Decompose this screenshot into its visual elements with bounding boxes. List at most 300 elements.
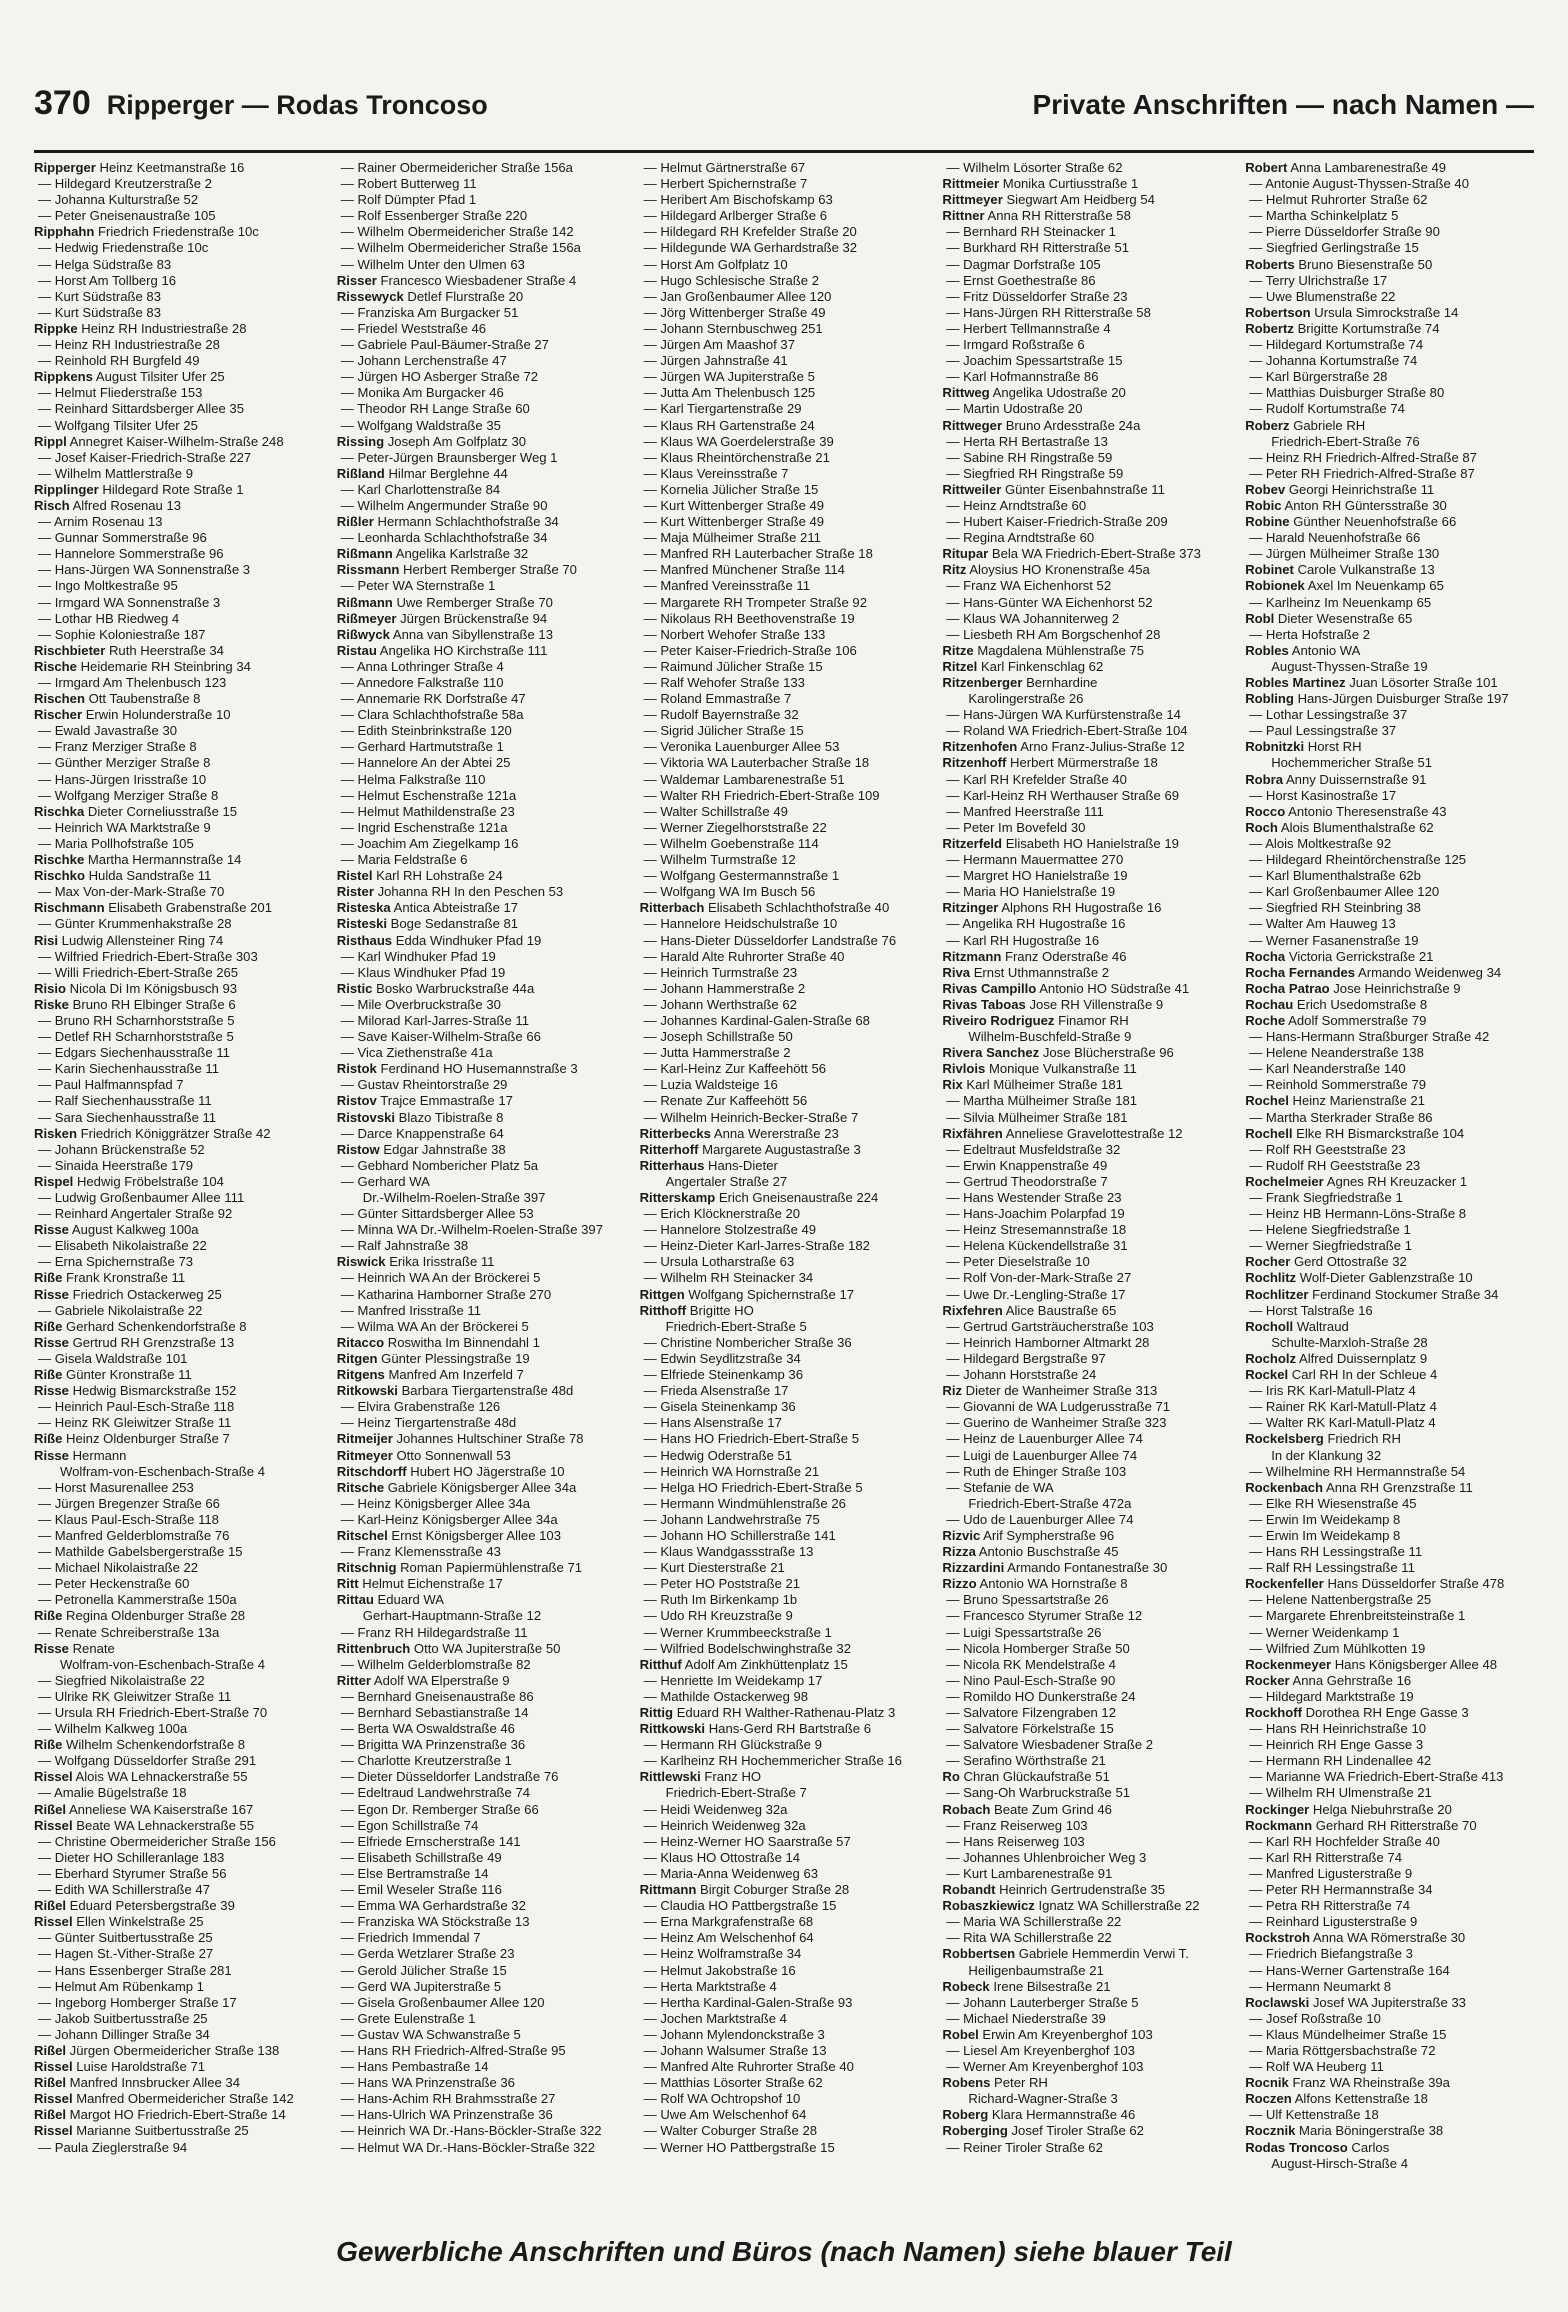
continuation-line [640,1174,929,1190]
entry-text: Werner HO Pattbergstraße 15 [660,2139,835,2155]
sub-entry [640,1512,929,1528]
entry-text: Ulrike RK Gleiwitzer Straße 11 [54,1688,232,1704]
sub-entry [337,2027,626,2043]
sub-entry [640,2107,929,2123]
sub-entry [34,1351,323,1367]
entry-text: Detlef Flurstraße 20 [407,288,524,304]
surname: Rochel [1245,1093,1289,1109]
entry-text: Anna van Sibyllenstraße 13 [392,626,553,642]
sub-entry [640,1093,929,1109]
surname: Risio [34,980,67,996]
surname: Rißmeyer [336,610,397,626]
entry-text: Friedrich-Ebert-Straße 5 [665,1318,807,1334]
surname: Risse [34,1334,69,1350]
continuation-line [1245,659,1534,675]
entry-text: Günter Eisenbahnstraße 11 [1004,481,1165,497]
entry-text: Carl RH In der Schleue 4 [1291,1367,1438,1383]
surname: Rittau [336,1592,374,1608]
surname: Rissel [34,2091,73,2107]
sub-entry [942,1673,1231,1689]
entry-text: Gunnar Sommerstraße 96 [54,530,207,546]
entry-text: Karl Neanderstraße 140 [1265,1061,1406,1077]
entry-text: Luise Haroldstraße 71 [76,2059,206,2075]
entry-text: Carole Vulkanstraße 13 [1297,562,1435,578]
entry-text: Wilhelm Lösorter Straße 62 [963,160,1123,175]
sub-entry [640,933,929,949]
surname-entry [1245,1351,1534,1367]
sub-entry [34,595,323,611]
entry-text: Kurt Wittenberger Straße 49 [660,514,825,530]
entry-text: Roland WA Friedrich-Ebert-Straße 104 [963,723,1188,739]
surname: Ristok [336,1061,377,1077]
sub-entry [640,1383,929,1399]
sub-entry [1245,546,1534,562]
sub-entry [942,160,1231,176]
sub-entry [34,353,323,369]
entry-text: Trajce Emmastraße 17 [380,1093,513,1109]
surname: Rissel [34,1817,73,1833]
surname: Rixfähren [942,1125,1003,1141]
sub-entry [1245,1721,1534,1737]
sub-entry [34,1303,323,1319]
surname-entry [1245,2140,1534,2156]
surname: Riße [34,1367,63,1383]
entry-text: Elisabeth Grabenstraße 201 [108,900,272,916]
entry-text: Petra RH Ritterstraße 74 [1265,1898,1410,1914]
entry-text: Hans RH Friedrich-Alfred-Straße 95 [357,2042,566,2058]
entry-text: Karl Mülheimer Straße 181 [966,1077,1123,1093]
surname: Rißler [336,514,374,530]
entry-text: Jan Großenbaumer Allee 120 [660,288,832,304]
sub-entry [337,530,626,546]
sub-entry [337,1512,626,1528]
surname-entry [34,1335,323,1351]
entry-text: Siegfried Nikolaistraße 22 [54,1672,205,1688]
entry-text: Karl RH Hugostraße 16 [963,932,1100,948]
entry-text: Hannelore Stolzestraße 49 [660,1222,817,1238]
entry-text: Raimund Jülicher Straße 15 [660,658,823,674]
sub-entry [1245,1946,1534,1962]
entry-text: Peter Heckenstraße 60 [54,1576,190,1592]
sub-entry [640,997,929,1013]
section-title: Private Anschriften — nach Namen — [1032,89,1534,120]
entry-text: Ludwig Großenbaumer Allee 111 [54,1190,245,1205]
entry-text: Rita WA Schillerstraße 22 [963,1930,1112,1946]
surname: Robling [1245,691,1294,707]
surname-entry [1245,514,1534,530]
entry-text: Hans-Dieter [708,1157,778,1173]
entry-text: Wolfram-von-Eschenbach-Straße 4 [60,1463,265,1479]
surname: Rittmann [639,1882,697,1898]
sub-entry [337,1496,626,1512]
column-3 [640,160,929,2200]
surname-entry [942,643,1231,659]
entry-text: Matthias Duisburger Straße 80 [1265,385,1445,401]
surname: Roberts [1245,256,1295,272]
entry-text: Manfred Obermeidericher Straße 142 [76,2091,294,2107]
sub-entry [337,788,626,804]
entry-text: Maja Mülheimer Straße 211 [660,530,821,546]
sub-entry [942,723,1231,739]
entry-text: Horst RH [1307,739,1362,755]
sub-entry [1245,530,1534,546]
entry-text: Heinz Stresemannstraße 18 [963,1222,1127,1238]
entry-text: Heinrich Weidenweg 32a [660,1817,806,1833]
sub-entry [640,1222,929,1238]
surname-entry [942,659,1231,675]
entry-text: Hubert Kaiser-Friedrich-Straße 209 [963,514,1168,530]
sub-entry [337,1963,626,1979]
sub-entry [337,369,626,385]
entry-text: Johannes Hultschiner Straße 78 [396,1431,584,1447]
entry-text: Heinz HB Hermann-Löns-Straße 8 [1265,1206,1467,1222]
sub-entry [942,1270,1231,1286]
surname-entry [34,482,323,498]
entry-text: Dr.-Wilhelm-Roelen-Straße 397 [362,1190,546,1205]
entry-text: Hildegunde WA Gerhardstraße 32 [660,240,858,256]
surname-entry [34,707,323,723]
sub-entry [1245,1625,1534,1641]
sub-entry [640,981,929,997]
sub-entry [640,562,929,578]
entry-text: Heiligenbaumstraße 21 [968,1962,1104,1978]
entry-text: Helena Kückendellstraße 31 [963,1238,1128,1254]
entry-text: Johanna Kortumstraße 74 [1265,353,1418,369]
sub-entry [1245,1753,1534,1769]
sub-entry [1245,2107,1534,2123]
surname: Rocnik [1245,2075,1289,2091]
sub-entry [942,884,1231,900]
sub-entry [942,788,1231,804]
entry-text: Wilma WA An der Bröckerei 5 [357,1318,529,1334]
surname: Rodas Troncoso [1245,2139,1348,2155]
sub-entry [942,916,1231,932]
sub-entry [942,305,1231,321]
surname-entry [1245,611,1534,627]
entry-text: Wilhelmine RH Hermannstraße 54 [1265,1463,1466,1479]
sub-entry [640,321,929,337]
entry-text: Wilhelm Turmstraße 12 [660,852,796,868]
entry-text: Rolf Essenberger Straße 220 [357,208,528,224]
sub-entry [1245,224,1534,240]
surname-entry [640,1287,929,1303]
sub-entry [337,1077,626,1093]
entry-text: Hans Königsberger Allee 48 [1334,1656,1498,1672]
surname: Robl [1245,610,1275,626]
surname-entry [337,900,626,916]
surname: Rittenbruch [336,1640,411,1656]
surname-entry [942,1013,1231,1029]
surname-entry [942,900,1231,916]
entry-text: Ursula RH Friedrich-Ebert-Straße 70 [54,1705,268,1720]
entry-text: Hildegard Kreutzerstraße 2 [54,176,212,192]
surname: Risse [34,1640,69,1656]
sub-entry [640,1270,929,1286]
sub-entry [640,514,929,530]
entry-text: Darce Knappenstraße 64 [357,1125,504,1141]
surname: Rittig [639,1705,674,1720]
sub-entry [640,820,929,836]
surname-entry [942,482,1231,498]
entry-text: Detlef RH Scharnhorststraße 5 [54,1029,234,1045]
entry-text: Franz WA Rheinstraße 39a [1292,2075,1450,2091]
entry-text: Ingo Moltkestraße 95 [54,578,178,594]
entry-text: Sang-Oh Warbruckstraße 51 [963,1785,1131,1801]
entry-text: Ellen Winkelstraße 25 [76,1914,204,1930]
sub-entry [34,1930,323,1946]
entry-text: Heinz de Lauenburger Allee 74 [963,1431,1143,1447]
sub-entry [942,1480,1231,1496]
entry-text: Hans WA Prinzenstraße 36 [357,2075,515,2091]
entry-text: Maria Feldstraße 6 [357,852,468,868]
sub-entry [337,997,626,1013]
entry-text: Jürgen Mülheimer Straße 130 [1265,546,1440,562]
entry-text: Heinz-Werner HO Saarstraße 57 [660,1833,851,1849]
sub-entry [640,1576,929,1592]
entry-text: Hans-Achim RH Brahmsstraße 27 [357,2091,556,2107]
sub-entry [640,1850,929,1866]
sub-entry [34,1496,323,1512]
surname-entry [34,1319,323,1335]
sub-entry [1245,385,1534,401]
surname: Risse [34,1447,69,1463]
entry-text: Willi Friedrich-Ebert-Straße 265 [54,964,239,980]
sub-entry [942,1319,1231,1335]
surname: Rischer [34,707,83,723]
surname-entry [1245,1126,1534,1142]
entry-text: Heinrich WA Dr.-Hans-Böckler-Straße 322 [357,2123,602,2139]
sub-entry [640,643,929,659]
entry-text: Ernst Uthmannstraße 2 [973,964,1110,980]
sub-entry [942,369,1231,385]
sub-entry [337,1866,626,1882]
surname-entry [1245,562,1534,578]
entry-text: Edith Steinbrinkstraße 120 [357,723,512,739]
sub-entry [640,1367,929,1383]
entry-text: Salvatore Förkelstraße 15 [963,1721,1114,1737]
surname: Rischen [34,691,85,707]
surname: Ritmeijer [336,1431,393,1447]
sub-entry [640,1592,929,1608]
entry-text: Helmut Jakobstraße 16 [660,1962,796,1978]
surname: Riske [34,996,69,1012]
sub-entry [640,353,929,369]
surname-entry [1245,1367,1534,1383]
sub-entry [1245,1110,1534,1126]
entry-text: Bernhard RH Steinacker 1 [963,224,1116,240]
continuation-line [337,1608,626,1624]
sub-entry [640,546,929,562]
entry-text: Wolfgang Tilsiter Ufer 25 [54,417,198,433]
surname: Rißel [34,1898,67,1914]
surname-entry [1245,1013,1534,1029]
entry-text: Karl Blumenthalstraße 62b [1265,868,1421,884]
sub-entry [337,1029,626,1045]
surname-entry [942,2075,1231,2091]
surname: Rissing [336,433,385,449]
continuation-line [942,691,1231,707]
entry-text: Heinz Wolframstraße 34 [660,1946,802,1962]
sub-entry [640,450,929,466]
sub-entry [942,933,1231,949]
entry-text: Franz Klemensstraße 43 [357,1544,501,1560]
surname-entry [640,1882,929,1898]
surname: Risse [34,1286,69,1302]
surname: Rockhoff [1245,1705,1302,1720]
sub-entry [337,965,626,981]
surname: Rittweger [942,417,1003,433]
sub-entry [942,1608,1231,1624]
sub-entry [337,2043,626,2059]
entry-text: Anna Lambarenestraße 49 [1290,160,1447,175]
sub-entry [337,1544,626,1560]
entry-text: Luigi de Lauenburger Allee 74 [963,1447,1138,1463]
sub-entry [337,208,626,224]
sub-entry [1245,1222,1534,1238]
sub-entry [1245,1834,1534,1850]
sub-entry [640,530,929,546]
surname: Rissel [34,2123,73,2139]
entry-text: Anna WA Römerstraße 30 [1312,1930,1466,1946]
surname: Riße [34,1318,63,1334]
entry-text: Hans Düsseldorfer Straße 478 [1327,1576,1505,1592]
sub-entry [942,498,1231,514]
entry-text: Kurt Südstraße 83 [54,288,161,304]
sub-entry [34,1142,323,1158]
surname-entry [942,1077,1231,1093]
sub-entry [1245,1914,1534,1930]
surname-entry [640,1303,929,1319]
entry-text: Gerd Ottostraße 32 [1293,1254,1407,1270]
entry-text: Sara Siechenhausstraße 11 [54,1109,217,1125]
entry-text: Reinhard Sittardsberger Allee 35 [54,401,244,417]
sub-entry [942,1641,1231,1657]
continuation-line [942,2091,1231,2107]
sub-entry [337,2140,626,2156]
surname-entry [34,1448,323,1464]
entry-text: Siegfried RH Ringstraße 59 [963,465,1124,481]
sub-entry [34,530,323,546]
entry-text: Annegret Kaiser-Wilhelm-Straße 248 [69,433,284,449]
surname-entry [337,643,626,659]
surname: Ritzenhofen [942,739,1018,755]
surname-entry [1245,691,1534,707]
entry-text: Antica Abteistraße 17 [393,900,519,916]
sub-entry [34,949,323,965]
surname: Rittkowski [639,1721,706,1737]
surname: Ripperger [34,160,96,175]
continuation-line [337,1190,626,1206]
entry-text: Peter WA Sternstraße 1 [357,578,496,594]
surname-entry [942,546,1231,562]
surname-entry [34,2043,323,2059]
entry-text: Alfred Duissernplatz 9 [1299,1350,1428,1366]
entry-text: Johann Brückenstraße 52 [54,1141,205,1157]
sub-entry [1245,1785,1534,1801]
entry-text: Günter Kronstraße 11 [66,1367,192,1383]
entry-text: Rolf RH Geeststraße 23 [1265,1141,1406,1157]
sub-entry [640,1737,929,1753]
sub-entry [942,2011,1231,2027]
entry-text: Salvatore Filzengraben 12 [963,1705,1116,1720]
sub-entry [942,466,1231,482]
surname-entry [337,546,626,562]
surname-entry [640,1158,929,1174]
surname: Rißel [34,2075,67,2091]
entry-text: Wilhelm Obermeidericher Straße 142 [357,224,574,240]
entry-text: Helmut Eschenstraße 121a [357,787,517,803]
surname-entry [34,1802,323,1818]
entry-text: Martha Mülheimer Straße 181 [963,1093,1138,1109]
sub-entry [34,820,323,836]
surname-entry [942,1126,1231,1142]
sub-entry [34,755,323,771]
sub-entry [640,772,929,788]
entry-text: Peter Dieselstraße 10 [963,1254,1090,1270]
entry-text: Margot HO Friedrich-Ebert-Straße 14 [69,2107,286,2123]
sub-entry [337,949,626,965]
entry-text: Helmut Mathildenstraße 23 [357,803,515,819]
entry-text: Hans-Jürgen Irisstraße 10 [54,771,207,787]
entry-text: Hans-Jürgen WA Kurfürstenstraße 14 [963,707,1181,723]
entry-text: Günter Sittardsberger Allee 53 [357,1206,534,1222]
entry-text: Ulf Kettenstraße 18 [1265,2107,1379,2123]
entry-text: Armando Weidenweg 34 [1357,964,1502,980]
entry-text: Gabriele Nikolaistraße 22 [54,1302,203,1318]
sub-entry [1245,933,1534,949]
sub-entry [640,1898,929,1914]
entry-text: Anna Wererstraße 23 [713,1125,839,1141]
entry-text: Hans Reiserweg 103 [963,1833,1085,1849]
entry-text: Ewald Javastraße 30 [54,723,178,739]
entry-text: Elfriede Steinenkamp 36 [660,1367,803,1383]
sub-entry [337,1287,626,1303]
sub-entry [337,2091,626,2107]
continuation-line [1245,1335,1534,1351]
entry-text: Adolf Sommerstraße 79 [1288,1012,1427,1028]
entry-text: Gerhard RH Ritterstraße 70 [1315,1817,1477,1833]
sub-entry [34,562,323,578]
entry-text: Antonio Buschstraße 45 [978,1544,1119,1560]
sub-entry [942,1174,1231,1190]
sub-entry [34,1029,323,1045]
entry-text: Erwin Im Weidekamp 8 [1265,1527,1401,1543]
continuation-line [1245,2156,1534,2172]
sub-entry [640,434,929,450]
entry-text: Edwin Seydlitzstraße 34 [660,1350,801,1366]
sub-entry [942,1254,1231,1270]
entry-text: Helene Nattenbergstraße 25 [1265,1592,1432,1608]
entry-text: Waltraud [1296,1318,1349,1334]
sub-entry [34,1979,323,1995]
entry-text: Hilmar Berglehne 44 [388,465,508,481]
sub-entry [640,1464,929,1480]
entry-text: Martha Schinkelplatz 5 [1265,208,1399,224]
surname: Ripplinger [34,481,99,497]
sub-entry [640,852,929,868]
surname: Rochlitz [1245,1270,1297,1286]
entry-text: Edeltraut Musfeldstraße 32 [963,1141,1121,1157]
surname-entry [337,273,626,289]
surname: Robic [1245,497,1282,513]
sub-entry [337,1802,626,1818]
entry-text: Wilhelm RH Steinacker 34 [660,1270,814,1286]
sub-entry [34,208,323,224]
surname-entry [34,434,323,450]
surname-entry [942,981,1231,997]
sub-entry [942,1448,1231,1464]
surname-entry [34,369,323,385]
